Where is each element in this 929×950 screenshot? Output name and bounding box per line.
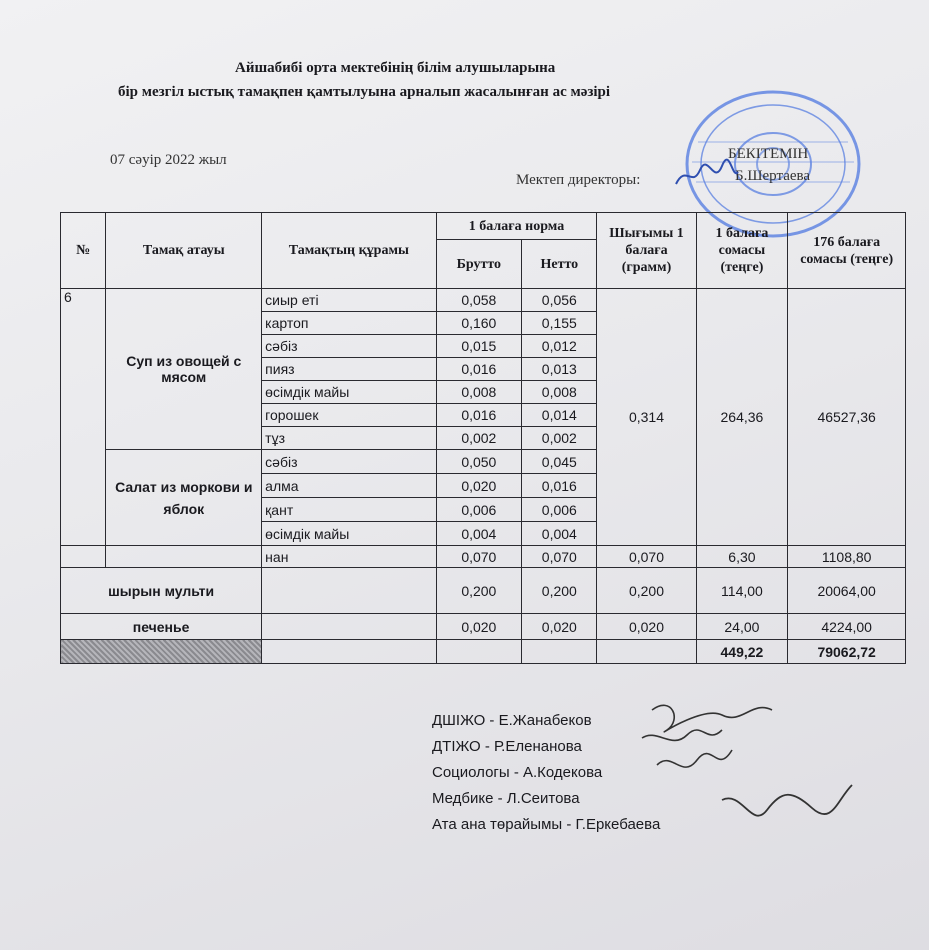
ingredient-name: картоп bbox=[262, 312, 436, 335]
item-name: шырын мульти bbox=[61, 568, 262, 614]
signature-line: Социологы - А.Кодекова bbox=[432, 764, 603, 781]
ingredient-name: сәбіз bbox=[262, 450, 436, 474]
netto-value: 0,045 bbox=[522, 450, 597, 474]
brutto-value: 0,020 bbox=[436, 614, 522, 640]
ingredient-name: горошек bbox=[262, 404, 436, 427]
ingredient-name: сәбіз bbox=[262, 335, 436, 358]
brutto-value: 0,200 bbox=[436, 568, 522, 614]
table-row bbox=[61, 289, 906, 312]
netto-value: 0,008 bbox=[522, 381, 597, 404]
output-value: 0,070 bbox=[597, 546, 696, 568]
ingredient-name: алма bbox=[262, 474, 436, 498]
brutto-value: 0,016 bbox=[436, 358, 522, 381]
cost176-value: 1108,80 bbox=[788, 546, 906, 568]
cost1-value: 6,30 bbox=[696, 546, 788, 568]
table-row bbox=[61, 568, 906, 614]
brutto-value: 0,020 bbox=[436, 474, 522, 498]
netto-value: 0,013 bbox=[522, 358, 597, 381]
signature-line: ДТІЖО - Р.Еленанова bbox=[432, 738, 582, 755]
cost176-value: 4224,00 bbox=[788, 614, 906, 640]
director-label: Мектеп директоры: bbox=[516, 172, 641, 188]
netto-value: 0,002 bbox=[522, 427, 597, 450]
netto-value: 0,006 bbox=[522, 498, 597, 522]
output-value: 0,020 bbox=[597, 614, 696, 640]
brutto-value: 0,160 bbox=[436, 312, 522, 335]
brutto-value: 0,008 bbox=[436, 381, 522, 404]
table-row bbox=[61, 546, 906, 568]
cost1-value: 264,36 bbox=[696, 289, 788, 546]
total-cost1: 449,22 bbox=[696, 640, 788, 664]
approve-label: БЕКІТЕМІН bbox=[728, 146, 809, 162]
col-output: Шығымы 1 балаға (грамм) bbox=[597, 213, 696, 289]
col-norm: 1 балаға норма bbox=[436, 213, 597, 240]
director-name: Б.Шертаева bbox=[735, 168, 811, 184]
table-row bbox=[61, 614, 906, 640]
header-line2: бір мезгіл ыстық тамақпен қамтылуына арналып жасалынған ас мәзірі bbox=[118, 84, 611, 100]
cost176-value: 46527,36 bbox=[788, 289, 906, 546]
item-name: нан bbox=[262, 546, 436, 568]
menu-table bbox=[60, 212, 906, 664]
col-composition: Тамақтың құрамы bbox=[262, 213, 436, 289]
dish-name: Суп из овощей с мясом bbox=[106, 289, 262, 450]
brutto-value: 0,058 bbox=[436, 289, 522, 312]
date: 07 сәуір 2022 жыл bbox=[110, 152, 227, 168]
item-name: печенье bbox=[61, 614, 262, 640]
netto-value: 0,014 bbox=[522, 404, 597, 427]
handwritten-signatures bbox=[612, 690, 872, 850]
signature-line: Медбике - Л.Сеитова bbox=[432, 790, 580, 807]
col-netto: Нетто bbox=[522, 240, 597, 289]
brutto-value: 0,016 bbox=[436, 404, 522, 427]
col-dish: Тамақ атауы bbox=[106, 213, 262, 289]
cost176-value: 20064,00 bbox=[788, 568, 906, 614]
netto-value: 0,200 bbox=[522, 568, 597, 614]
signature-line: ДШІЖО - Е.Жанабеков bbox=[432, 712, 592, 729]
signature-line: Ата ана төрайымы - Г.Еркебаева bbox=[432, 816, 661, 833]
director-signature bbox=[672, 158, 742, 192]
brutto-value: 0,015 bbox=[436, 335, 522, 358]
netto-value: 0,056 bbox=[522, 289, 597, 312]
netto-value: 0,020 bbox=[522, 614, 597, 640]
netto-value: 0,016 bbox=[522, 474, 597, 498]
cost1-value: 24,00 bbox=[696, 614, 788, 640]
col-cost1: 1 балаға сомасы (теңге) bbox=[696, 213, 788, 289]
brutto-value: 0,006 bbox=[436, 498, 522, 522]
output-value: 0,314 bbox=[597, 289, 696, 546]
brutto-value: 0,002 bbox=[436, 427, 522, 450]
brutto-value: 0,004 bbox=[436, 522, 522, 546]
ingredient-name: тұз bbox=[262, 427, 436, 450]
col-brutto: Брутто bbox=[436, 240, 522, 289]
netto-value: 0,155 bbox=[522, 312, 597, 335]
ingredient-name: өсімдік майы bbox=[262, 381, 436, 404]
brutto-value: 0,050 bbox=[436, 450, 522, 474]
output-value: 0,200 bbox=[597, 568, 696, 614]
ingredient-name: сиыр еті bbox=[262, 289, 436, 312]
netto-value: 0,012 bbox=[522, 335, 597, 358]
row-number: 6 bbox=[61, 289, 106, 546]
header-line1: Айшабибі орта мектебінің білім алушыларына bbox=[235, 60, 556, 76]
netto-value: 0,004 bbox=[522, 522, 597, 546]
total-cost176: 79062,72 bbox=[788, 640, 906, 664]
brutto-value: 0,070 bbox=[436, 546, 522, 568]
cost1-value: 114,00 bbox=[696, 568, 788, 614]
dish-name: Салат из моркови и яблок bbox=[106, 450, 262, 546]
col-no: № bbox=[61, 213, 106, 289]
ingredient-name: өсімдік майы bbox=[262, 522, 436, 546]
ingredient-name: пияз bbox=[262, 358, 436, 381]
total-row bbox=[61, 640, 906, 664]
netto-value: 0,070 bbox=[522, 546, 597, 568]
ingredient-name: қант bbox=[262, 498, 436, 522]
col-cost176: 176 балаға сомасы (теңге) bbox=[788, 213, 906, 289]
